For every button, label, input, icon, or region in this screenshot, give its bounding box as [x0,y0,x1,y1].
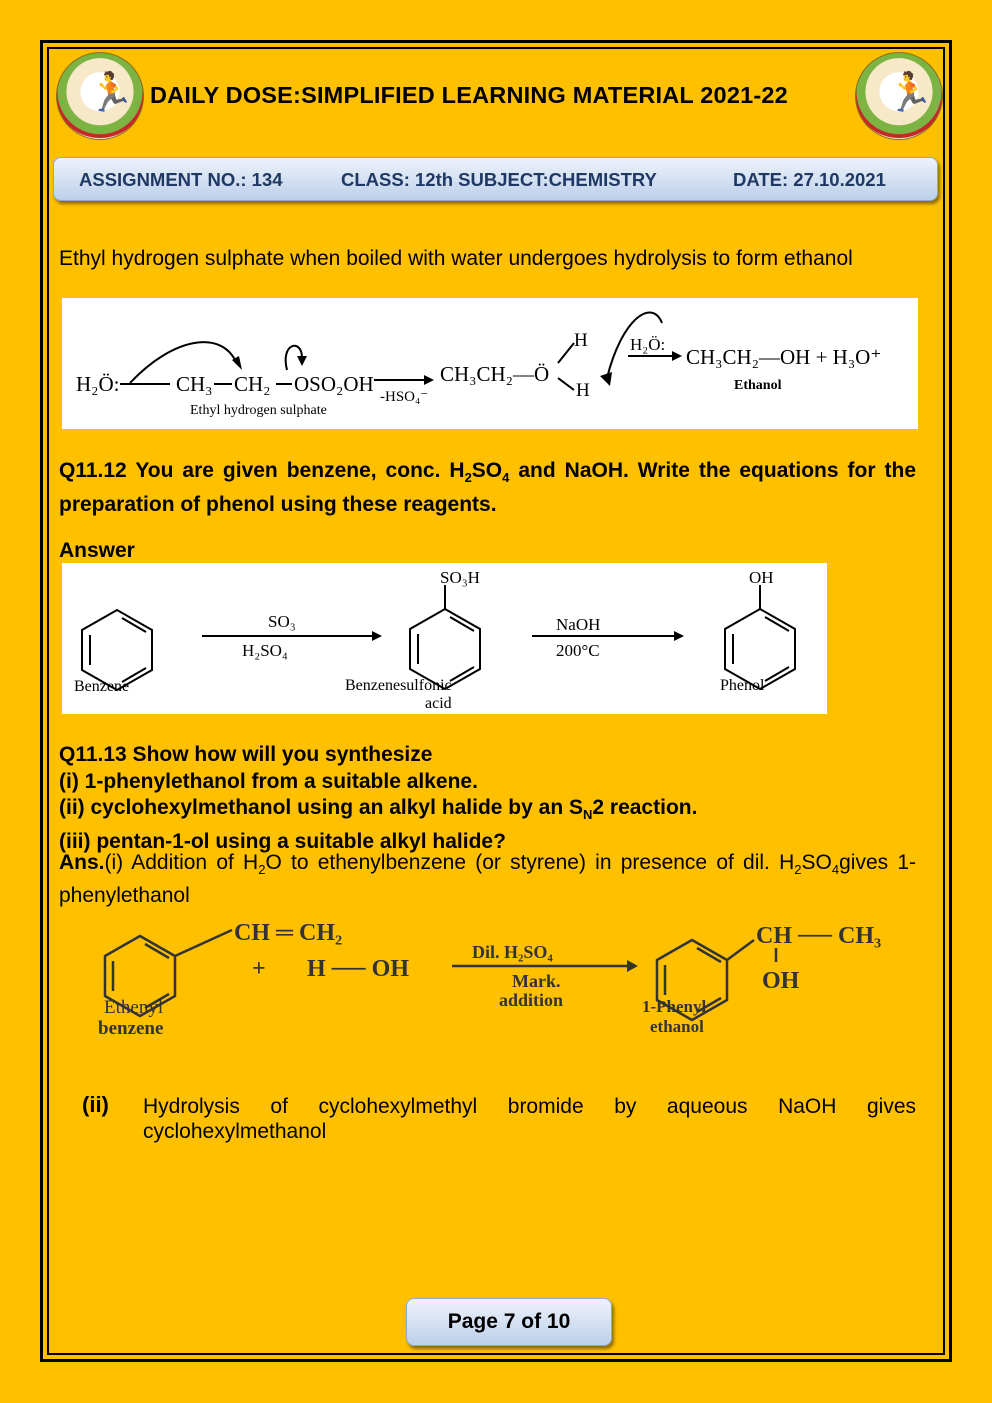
scheme3-h-oh: H ── OH [307,956,410,982]
scheme3-reagent-bottom: addition [499,990,564,1010]
assignment-number: ASSIGNMENT NO.: 134 [79,169,283,190]
scheme1-ch3: CH₃ [176,372,213,396]
page-number: Page 7 of 10 [406,1298,612,1346]
scheme2-oh: OH [749,568,774,587]
scheme2-reagent1-top: SO₃ [268,612,296,631]
scheme2-sulfonic-label: Benzenesulfonic [345,677,452,694]
scheme1-ethanol-label: Ethanol [734,378,782,393]
scheme3-prod-oh: OH [762,968,800,994]
scheme1-h-bottom: H [576,380,590,401]
scheme2-so3h: SO₃H [440,568,480,587]
scheme1-water-2: H₂Ö: [630,335,666,354]
scheme3-phenyl: 1-Phenyl [642,997,707,1016]
assignment-date: DATE: 27.10.2021 [733,169,886,190]
answer-part-i: Ans.(i) Addition of $H_2O$ to ethenylbenzene (or styrene) in presence of dil. $H_2SO_4gives$ 1-phenylethanol [59,851,917,908]
scheme1-oso2oh: OSO₂OH [294,372,374,396]
scheme1-h-top: H [574,330,588,351]
scheme3-plus: + [252,956,266,982]
scheme2-benzene-label: Benzene [74,678,130,695]
scheme1-minus-hso4: -HSO₄⁻ [380,389,429,405]
scheme3-benzene: benzene [98,1018,164,1039]
scheme3-prod-chain: CH ── CH₃ [756,923,882,949]
scheme1-product: CH₃CH₂—OH + H₃O⁺ [686,345,882,369]
assignment-banner [53,157,938,201]
scheme2-reagent2-bottom: 200°C [556,641,600,660]
intro-text: Ethyl hydrogen sulphate when boiled with water undergoes hydrolysis to form ethanol [59,247,853,270]
hydrolysis-scheme [62,298,918,429]
scheme1-intermediate: CH₃CH₂—Ö [440,362,550,386]
scheme2-acid-label: acid [425,695,452,712]
part-ii-label: (ii) [82,1092,109,1117]
scheme3-ch-ch2: CH ═ CH₂ [234,920,343,946]
scheme2-reagent1-bottom: H₂SO₄ [242,641,288,660]
answer-label: Answer [59,539,135,562]
scheme2-phenol-label: Phenol [720,677,765,694]
scheme1-water: H₂Ö: [76,372,120,396]
scheme3-ethanol: ethanol [650,1017,704,1036]
phenol-scheme [62,563,827,714]
scheme2-reagent2-top: NaOH [556,615,601,634]
scheme1-ch2: CH₂ [234,372,271,396]
question-11-13: Q11.13 Show how will you synthesize (i) 1-phenylethanol from a suitable alkene. (ii) cyclohexylmethanol using an alkyl halide by an $S_N2$ reaction. (iii) pentan-1-ol using a suitable alkyl halide? [59,743,698,853]
page-title: DAILY DOSE:SIMPLIFIED LEARNING MATERIAL 2021-22 [150,82,788,108]
school-logo-left: 🏃 [56,52,144,140]
scheme1-reactant-label: Ethyl hydrogen sulphate [190,403,327,418]
styrene-scheme [92,910,917,1045]
scheme3-ethenyl: Ethenyl [104,997,164,1018]
school-logo-right: 🏃 [855,52,943,140]
scheme3-reagent-mid: Mark. [512,971,561,991]
class-subject: CLASS: 12th SUBJECT:CHEMISTRY [341,169,657,190]
part-ii-text: Hydrolysis of cyclohexylmethyl bromide by aqueous NaOH gives cyclohexylmethanol [143,1095,916,1143]
scheme3-reagent-top: Dil. H₂SO₄ [472,942,553,962]
question-11-12: Q11.12 You are given benzene, conc. $H_2SO_4$ and NaOH. Write the equations for the preparation of phenol using these reagents. [59,459,916,517]
